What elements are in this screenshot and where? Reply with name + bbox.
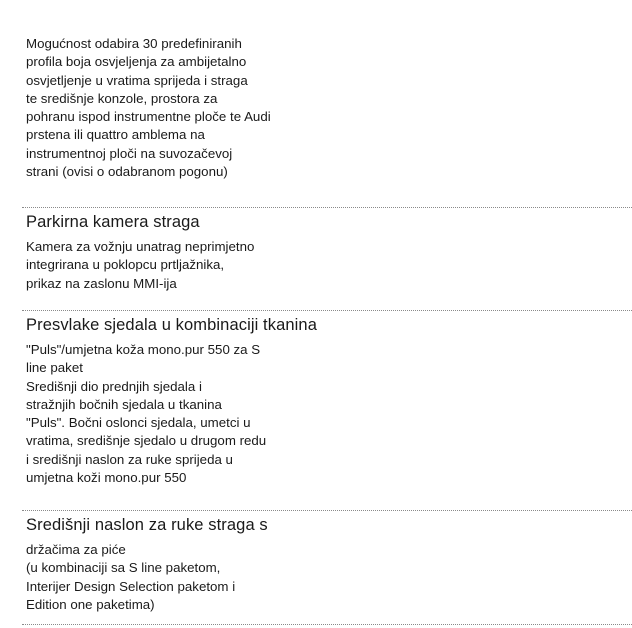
body-line: profila boja osvjeljenja za ambijetalno [26, 54, 247, 70]
rear-camera-section [26, 212, 586, 293]
body-line: stražnjih bočnih sjedala u tkanina [26, 396, 222, 412]
section-body [26, 238, 586, 293]
ambient-lighting-description [26, 35, 586, 181]
body-line: (u kombinaciji sa S line paketom, [26, 560, 221, 576]
section-divider [22, 624, 632, 625]
section-heading: Parkirna kamera straga [26, 213, 200, 231]
body-line: te središnje konzole, prostora za [26, 90, 218, 106]
section-body [26, 541, 586, 614]
body-line: umjetna koži mono.pur 550 [26, 470, 187, 486]
section-divider [22, 310, 632, 311]
section-body [26, 341, 586, 487]
body-line: prstena ili quattro amblema na [26, 127, 205, 143]
body-line: "Puls"/umjetna koža mono.pur 550 za S [26, 342, 261, 357]
seat-upholstery-section [26, 315, 586, 487]
section-heading: Središnji naslon za ruke straga s [26, 516, 268, 534]
section-heading: Presvlake sjedala u kombinaciji tkanina [26, 316, 317, 334]
body-line: strani (ovisi o odabranom pogonu) [26, 164, 228, 180]
body-line: osvjetljenje u vratima sprijeda i straga [26, 72, 248, 88]
body-line: Središnji dio prednjih sjedala i [26, 378, 202, 394]
body-line: i središnji naslon za ruke sprijeda u [26, 451, 233, 467]
body-line: Edition one paketima) [26, 596, 155, 612]
section-body [26, 35, 586, 181]
section-divider [22, 207, 632, 208]
body-line: vratima, središnje sjedalo u drugom redu [26, 433, 267, 449]
rear-armrest-section [26, 515, 586, 614]
body-line: "Puls". Bočni oslonci sjedala, umetci u [26, 415, 251, 431]
body-line: prikaz na zaslonu MMI-ija [26, 275, 177, 291]
section-divider [22, 510, 632, 511]
body-line: integrirana u poklopcu prtljažnika, [26, 257, 225, 273]
body-line: line paket [26, 360, 83, 376]
body-line: pohranu ispod instrumentne ploče te Audi [26, 109, 271, 125]
body-line: instrumentnoj ploči na suvozačevoj [26, 145, 233, 161]
body-line: Interijer Design Selection paketom i [26, 578, 236, 594]
body-line: držačima za piće [26, 542, 126, 557]
body-line: Kamera za vožnju unatrag neprimjetno [26, 239, 255, 254]
body-line: Mogućnost odabira 30 predefiniranih [26, 36, 242, 51]
